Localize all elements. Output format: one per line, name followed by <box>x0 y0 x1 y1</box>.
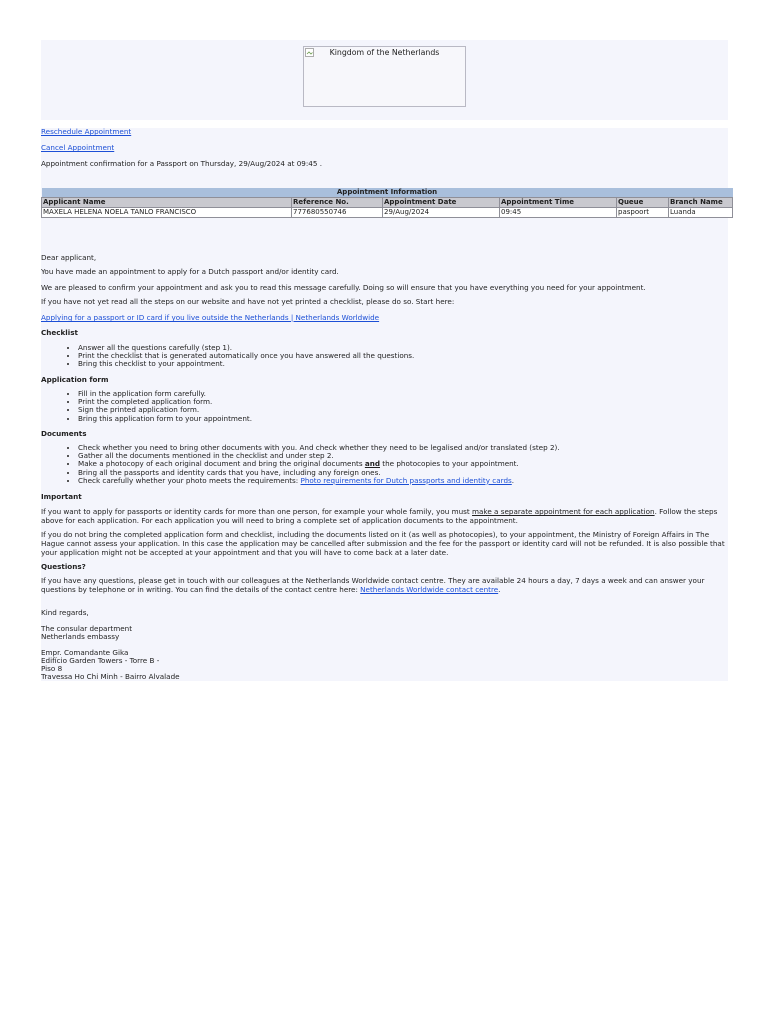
docs-item5-text: Check carefully whether your photo meets the requirements: <box>78 475 301 485</box>
cell-branch-name: Luanda <box>669 208 733 218</box>
greeting: Dear applicant, <box>41 253 97 262</box>
checklist-heading: Checklist <box>41 328 78 337</box>
list-item: • Bring this checklist to your appointment. <box>78 360 414 368</box>
imp1-text: If you want to apply for passports or identity cards for more than one person, for example your whole family, you must <box>41 507 473 516</box>
confirm-paragraph: We are pleased to confirm your appointment and ask you to read this message carefully. Doing so will ensure that you have everything you need for your appointment. <box>41 283 646 292</box>
signature-department: The consular department <box>41 624 133 633</box>
list-item <box>78 477 560 485</box>
contact-centre-link[interactable]: Netherlands Worldwide contact centre <box>360 585 499 594</box>
list-item: • Print the completed application form. <box>78 398 252 406</box>
documents-list <box>41 444 560 485</box>
address-line-4: Travessa Ho Chi Minh - Bairro Alvalade <box>41 672 180 681</box>
application-form-heading: Application form <box>41 375 109 384</box>
address-line-1: Empr. Comandante Gika <box>41 648 129 657</box>
emphasis-and: and <box>364 459 380 469</box>
list-item: • Bring this application form to your appointment. <box>78 415 252 423</box>
cell-appointment-date: 29/Aug/2024 <box>383 208 500 218</box>
logo-image <box>303 46 466 107</box>
questions-text: If you have any questions, please get in touch with our colleagues at the Netherlands Worldwide contact centre. They are available 24 hours a day, 7 days a week and can answer your questions by telephone or in writing. You can find the details of the contact centre here: <box>41 576 705 594</box>
list-item: • Check whether you need to bring other documents with you. And check whether they need to be legalised and/or translated (step 2). <box>78 444 560 452</box>
cell-queue: paspoort <box>617 208 669 218</box>
separate-appointment-emphasis: make a separate appointment for each application <box>472 507 655 516</box>
list-item: • Fill in the application form carefully. <box>78 390 252 398</box>
list-item: • Print the checklist that is generated automatically once you have answered all the questions. <box>78 352 414 360</box>
imp1-text-end: . Follow the steps above for each application. For each application you will need to bring a complete set of application documents to the appointment. <box>41 507 718 525</box>
apply-outside-netherlands-link[interactable]: Applying for a passport or ID card if you live outside the Netherlands | Netherlands Worldwide <box>41 313 380 322</box>
list-item: • Sign the printed application form. <box>78 406 252 414</box>
list-item: • Answer all the questions carefully (step 1). <box>78 344 414 352</box>
table-caption: Appointment Information <box>42 188 733 198</box>
col-header-appointment-date: Appointment Date <box>383 198 500 208</box>
address-line-3: Piso 8 <box>41 664 63 673</box>
table-row <box>42 208 733 218</box>
col-header-queue: Queue <box>617 198 669 208</box>
cell-appointment-time: 09:45 <box>500 208 617 218</box>
docs-item3-text: Make a photocopy of each original document and bring the original documents <box>78 459 365 469</box>
address-line-2: Edifício Garden Towers - Torre B - <box>41 656 160 665</box>
list-item: • Bring all the passports and identity cards that you have, including any foreign ones. <box>78 469 560 477</box>
questions-heading: Questions? <box>41 562 86 571</box>
appointment-content <box>41 128 728 681</box>
col-header-reference-no: Reference No. <box>292 198 383 208</box>
questions-paragraph <box>41 576 729 594</box>
important-paragraph-2: If you do not bring the completed application form and checklist, including the documents listed on it (as well as photocopies), to your appointment, the Ministry of Foreign Affairs in The Hague cannot assess your application. In this case the application may be cancelled after submission and the fee for the passport or identity card will not be refunded. It is also possible that your application might not be accepted at your appointment and that you will have to come back at a later date. <box>41 530 725 557</box>
checklist-list <box>41 344 414 369</box>
important-heading: Important <box>41 492 82 501</box>
application-form-list <box>41 390 252 423</box>
appointment-info-table <box>41 188 733 218</box>
confirmation-text: Appointment confirmation for a Passport on Thursday, 29/Aug/2024 at 09:45 . <box>41 159 323 168</box>
cancel-appointment-link[interactable]: Cancel Appointment <box>41 143 115 152</box>
documents-heading: Documents <box>41 429 87 438</box>
cell-reference-no: 777680550746 <box>292 208 383 218</box>
col-header-branch-name: Branch Name <box>669 198 733 208</box>
cell-applicant-name: MAXELA HELENA NOELA TANLO FRANCISCO <box>42 208 292 218</box>
col-header-appointment-time: Appointment Time <box>500 198 617 208</box>
questions-text-end: . <box>498 585 501 594</box>
logo-alt-text: Kingdom of the Netherlands <box>329 48 440 57</box>
list-item: • Gather all the documents mentioned in the checklist and under step 2. <box>78 452 560 460</box>
closing-regards: Kind regards, <box>41 608 89 617</box>
photo-requirements-link[interactable]: Photo requirements for Dutch passports and identity cards <box>300 475 512 485</box>
signature-embassy: Netherlands embassy <box>41 632 120 641</box>
reschedule-appointment-link[interactable]: Reschedule Appointment <box>41 127 132 136</box>
start-paragraph: If you have not yet read all the steps on our website and have not yet printed a checklist, please do so. Start here: <box>41 297 455 306</box>
important-paragraph-1 <box>41 507 729 525</box>
col-header-applicant-name: Applicant Name <box>42 198 292 208</box>
docs-item5-end: . <box>511 475 515 485</box>
intro-paragraph: You have made an appointment to apply for a Dutch passport and/or identity card. <box>41 267 339 276</box>
docs-item3-text-end: the photocopies to your appointment. <box>380 459 519 469</box>
